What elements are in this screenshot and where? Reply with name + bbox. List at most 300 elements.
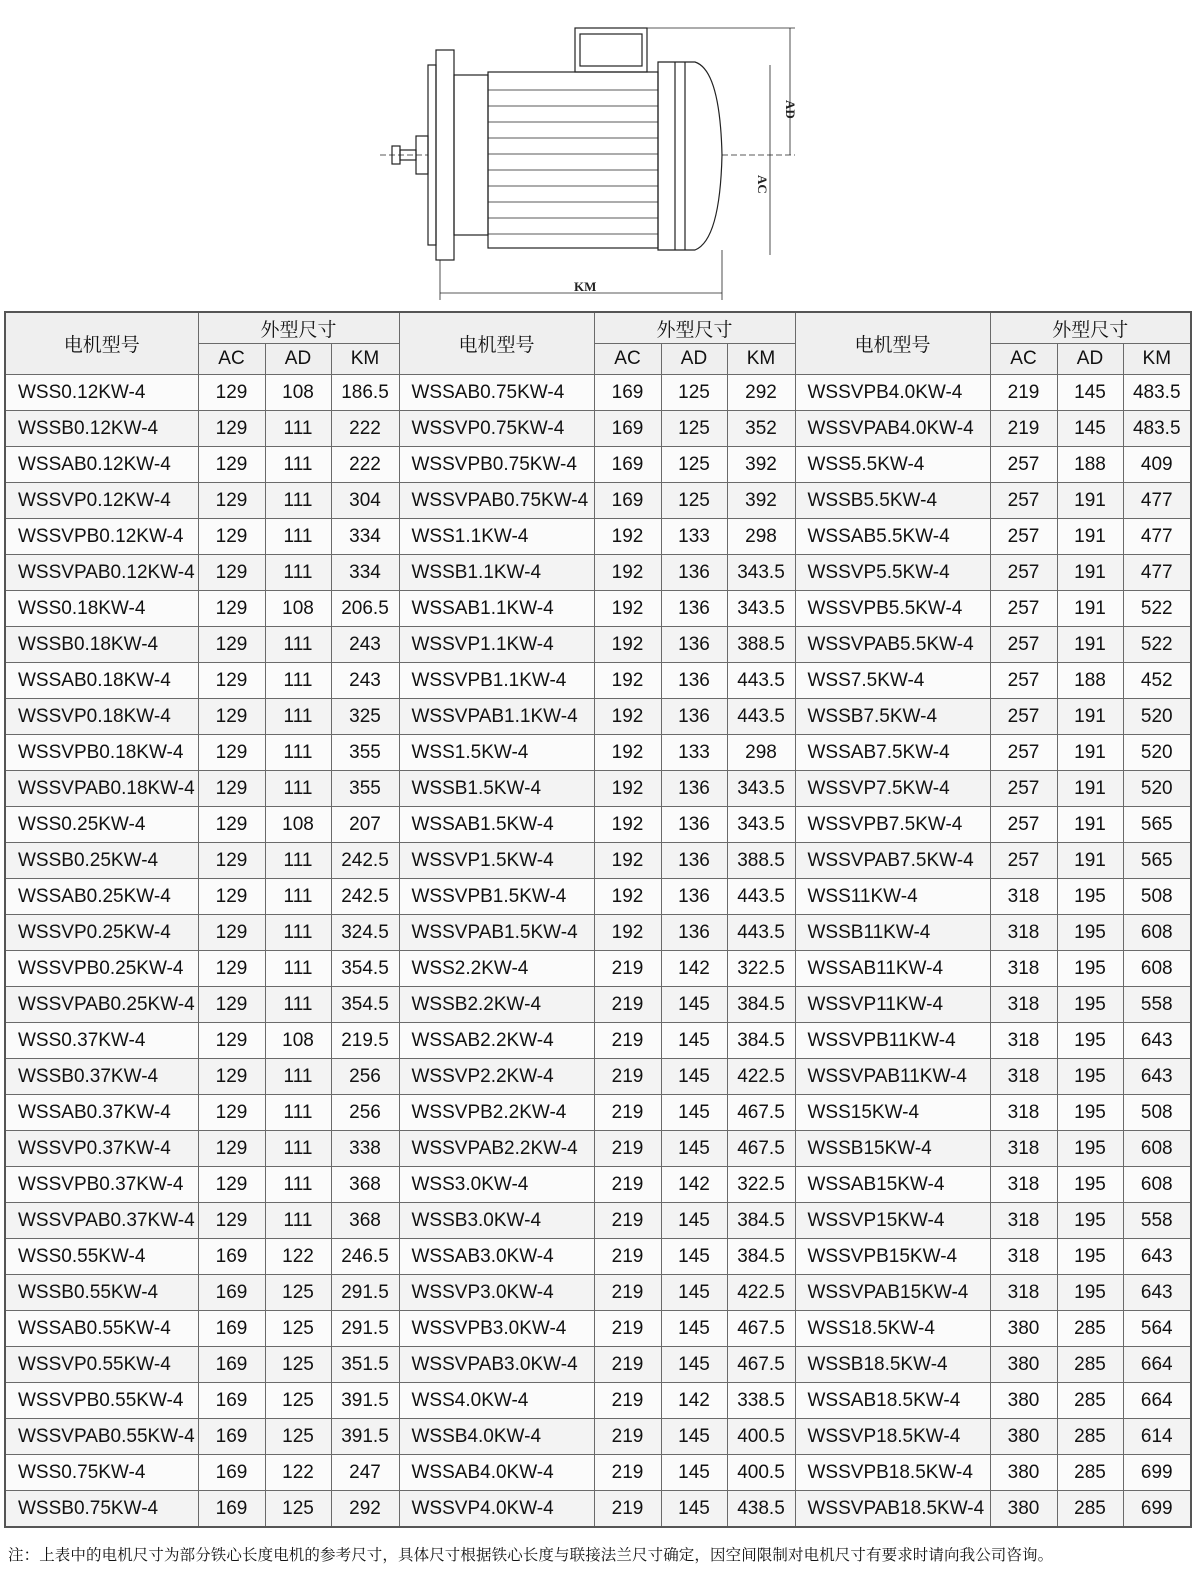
cell-km: 664 xyxy=(1123,1347,1191,1383)
cell-model: WSSB7.5KW-4 xyxy=(795,699,990,735)
table-row xyxy=(5,951,1191,987)
table-row xyxy=(5,1131,1191,1167)
cell-ad: 111 xyxy=(265,555,331,591)
cell-ad: 125 xyxy=(265,1383,331,1419)
cell-km: 388.5 xyxy=(727,627,795,663)
cell-km: 467.5 xyxy=(727,1347,795,1383)
cell-ad: 285 xyxy=(1057,1383,1123,1419)
header-ad: AD xyxy=(265,344,331,375)
cell-ad: 195 xyxy=(1057,951,1123,987)
cell-ac: 169 xyxy=(198,1311,265,1347)
cell-model: WSSVPAB0.55KW-4 xyxy=(5,1419,198,1455)
cell-km: 368 xyxy=(331,1203,399,1239)
cell-ad: 142 xyxy=(661,951,727,987)
cell-km: 565 xyxy=(1123,843,1191,879)
cell-ac: 318 xyxy=(990,1239,1057,1275)
cell-model: WSSB0.12KW-4 xyxy=(5,411,198,447)
cell-ad: 111 xyxy=(265,1203,331,1239)
cell-model: WSSAB0.55KW-4 xyxy=(5,1311,198,1347)
cell-km: 325 xyxy=(331,699,399,735)
cell-km: 292 xyxy=(727,375,795,411)
table-row xyxy=(5,1167,1191,1203)
cell-ad: 125 xyxy=(661,447,727,483)
cell-ad: 191 xyxy=(1057,627,1123,663)
cell-ad: 136 xyxy=(661,807,727,843)
cell-ad: 125 xyxy=(265,1311,331,1347)
cell-ac: 219 xyxy=(594,1023,661,1059)
table-row xyxy=(5,663,1191,699)
table-row xyxy=(5,1275,1191,1311)
header-dims: 外型尺寸 xyxy=(594,312,795,344)
cell-km: 608 xyxy=(1123,915,1191,951)
cell-ac: 129 xyxy=(198,627,265,663)
cell-model: WSSB0.55KW-4 xyxy=(5,1275,198,1311)
cell-ad: 125 xyxy=(661,375,727,411)
cell-model: WSSB3.0KW-4 xyxy=(399,1203,594,1239)
cell-km: 391.5 xyxy=(331,1419,399,1455)
table-row xyxy=(5,1059,1191,1095)
header-ac: AC xyxy=(594,344,661,375)
cell-model: WSSVP0.18KW-4 xyxy=(5,699,198,735)
table-row xyxy=(5,555,1191,591)
cell-ac: 192 xyxy=(594,627,661,663)
cell-model: WSSAB11KW-4 xyxy=(795,951,990,987)
cell-km: 400.5 xyxy=(727,1455,795,1491)
cell-ad: 111 xyxy=(265,411,331,447)
cell-ad: 191 xyxy=(1057,591,1123,627)
cell-ad: 285 xyxy=(1057,1347,1123,1383)
cell-ac: 169 xyxy=(594,375,661,411)
cell-model: WSSVPAB11KW-4 xyxy=(795,1059,990,1095)
cell-ad: 191 xyxy=(1057,843,1123,879)
cell-km: 392 xyxy=(727,447,795,483)
cell-ad: 111 xyxy=(265,987,331,1023)
table-row xyxy=(5,807,1191,843)
cell-ac: 257 xyxy=(990,735,1057,771)
cell-ac: 169 xyxy=(198,1419,265,1455)
cell-model: WSSVPB0.37KW-4 xyxy=(5,1167,198,1203)
cell-ac: 192 xyxy=(594,699,661,735)
cell-model: WSSVP0.37KW-4 xyxy=(5,1131,198,1167)
cell-km: 477 xyxy=(1123,555,1191,591)
cell-km: 243 xyxy=(331,663,399,699)
drawing-label-ac: AC xyxy=(755,175,770,194)
cell-ac: 219 xyxy=(990,411,1057,447)
table-row xyxy=(5,1023,1191,1059)
cell-km: 558 xyxy=(1123,1203,1191,1239)
cell-model: WSSVPB0.25KW-4 xyxy=(5,951,198,987)
cell-model: WSSVPAB2.2KW-4 xyxy=(399,1131,594,1167)
cell-ad: 122 xyxy=(265,1455,331,1491)
cell-model: WSSVP0.75KW-4 xyxy=(399,411,594,447)
cell-ad: 145 xyxy=(661,1203,727,1239)
cell-km: 338.5 xyxy=(727,1383,795,1419)
cell-ac: 192 xyxy=(594,591,661,627)
cell-model: WSSVPB2.2KW-4 xyxy=(399,1095,594,1131)
cell-ac: 219 xyxy=(594,1311,661,1347)
cell-ad: 145 xyxy=(661,1239,727,1275)
cell-model: WSSAB7.5KW-4 xyxy=(795,735,990,771)
table-row xyxy=(5,1311,1191,1347)
cell-ad: 145 xyxy=(661,1491,727,1528)
cell-model: WSSAB1.5KW-4 xyxy=(399,807,594,843)
cell-km: 291.5 xyxy=(331,1275,399,1311)
cell-km: 256 xyxy=(331,1059,399,1095)
cell-ad: 145 xyxy=(661,1095,727,1131)
cell-ad: 191 xyxy=(1057,771,1123,807)
header-ac: AC xyxy=(198,344,265,375)
cell-km: 443.5 xyxy=(727,699,795,735)
cell-km: 219.5 xyxy=(331,1023,399,1059)
cell-ac: 169 xyxy=(594,483,661,519)
cell-ad: 142 xyxy=(661,1167,727,1203)
cell-km: 338 xyxy=(331,1131,399,1167)
cell-km: 508 xyxy=(1123,879,1191,915)
cell-ac: 169 xyxy=(198,1239,265,1275)
cell-ac: 169 xyxy=(198,1347,265,1383)
motor-dimension-drawing xyxy=(370,10,830,300)
cell-model: WSSVPB18.5KW-4 xyxy=(795,1455,990,1491)
cell-km: 422.5 xyxy=(727,1059,795,1095)
cell-ad: 145 xyxy=(661,1023,727,1059)
cell-ac: 318 xyxy=(990,915,1057,951)
cell-ad: 191 xyxy=(1057,735,1123,771)
cell-model: WSSAB0.25KW-4 xyxy=(5,879,198,915)
cell-ad: 111 xyxy=(265,1095,331,1131)
header-km: KM xyxy=(331,344,399,375)
cell-ad: 195 xyxy=(1057,1131,1123,1167)
cell-km: 354.5 xyxy=(331,987,399,1023)
cell-km: 324.5 xyxy=(331,915,399,951)
cell-ac: 129 xyxy=(198,1023,265,1059)
cell-ac: 380 xyxy=(990,1347,1057,1383)
cell-model: WSSVPAB0.37KW-4 xyxy=(5,1203,198,1239)
cell-ac: 129 xyxy=(198,879,265,915)
cell-model: WSSVPB11KW-4 xyxy=(795,1023,990,1059)
cell-model: WSSB1.5KW-4 xyxy=(399,771,594,807)
table-row xyxy=(5,915,1191,951)
cell-ad: 191 xyxy=(1057,807,1123,843)
cell-model: WSSVPAB1.5KW-4 xyxy=(399,915,594,951)
cell-ac: 257 xyxy=(990,699,1057,735)
cell-km: 564 xyxy=(1123,1311,1191,1347)
cell-km: 699 xyxy=(1123,1455,1191,1491)
table-row xyxy=(5,1095,1191,1131)
cell-ad: 136 xyxy=(661,663,727,699)
cell-ac: 318 xyxy=(990,1023,1057,1059)
cell-km: 222 xyxy=(331,447,399,483)
cell-ac: 129 xyxy=(198,987,265,1023)
footnote: 注：上表中的电机尺寸为部分铁心长度电机的参考尺寸，具体尺寸根据铁心长度与联接法兰尺寸确定，因空间限制对电机尺寸有要求时请向我公司咨询。 xyxy=(8,1547,1054,1564)
cell-km: 522 xyxy=(1123,591,1191,627)
cell-ad: 188 xyxy=(1057,663,1123,699)
cell-km: 520 xyxy=(1123,771,1191,807)
cell-ad: 136 xyxy=(661,771,727,807)
cell-model: WSS1.1KW-4 xyxy=(399,519,594,555)
cell-model: WSSVP7.5KW-4 xyxy=(795,771,990,807)
cell-ac: 129 xyxy=(198,699,265,735)
cell-ac: 380 xyxy=(990,1455,1057,1491)
cell-model: WSSVP11KW-4 xyxy=(795,987,990,1023)
cell-km: 292 xyxy=(331,1491,399,1528)
cell-ac: 380 xyxy=(990,1383,1057,1419)
cell-ac: 129 xyxy=(198,915,265,951)
cell-km: 409 xyxy=(1123,447,1191,483)
cell-km: 438.5 xyxy=(727,1491,795,1528)
cell-km: 354.5 xyxy=(331,951,399,987)
cell-km: 351.5 xyxy=(331,1347,399,1383)
cell-km: 558 xyxy=(1123,987,1191,1023)
cell-model: WSSAB2.2KW-4 xyxy=(399,1023,594,1059)
cell-ac: 318 xyxy=(990,1095,1057,1131)
table-row xyxy=(5,735,1191,771)
cell-ad: 111 xyxy=(265,447,331,483)
cell-km: 207 xyxy=(331,807,399,843)
cell-ad: 111 xyxy=(265,699,331,735)
cell-ac: 257 xyxy=(990,519,1057,555)
cell-model: WSSVPB15KW-4 xyxy=(795,1239,990,1275)
table-row xyxy=(5,519,1191,555)
cell-km: 452 xyxy=(1123,663,1191,699)
cell-km: 298 xyxy=(727,519,795,555)
cell-model: WSSAB3.0KW-4 xyxy=(399,1239,594,1275)
cell-ad: 108 xyxy=(265,807,331,843)
cell-model: WSSVPB0.18KW-4 xyxy=(5,735,198,771)
cell-ac: 257 xyxy=(990,555,1057,591)
cell-ac: 129 xyxy=(198,375,265,411)
cell-model: WSSB2.2KW-4 xyxy=(399,987,594,1023)
header-model: 电机型号 xyxy=(795,312,990,375)
cell-km: 664 xyxy=(1123,1383,1191,1419)
cell-ad: 136 xyxy=(661,627,727,663)
cell-ad: 285 xyxy=(1057,1491,1123,1528)
cell-km: 334 xyxy=(331,555,399,591)
table-row xyxy=(5,1455,1191,1491)
cell-km: 384.5 xyxy=(727,1023,795,1059)
cell-ac: 129 xyxy=(198,663,265,699)
cell-ac: 192 xyxy=(594,663,661,699)
cell-model: WSSAB0.37KW-4 xyxy=(5,1095,198,1131)
cell-km: 343.5 xyxy=(727,807,795,843)
cell-ac: 129 xyxy=(198,555,265,591)
table-body xyxy=(5,375,1191,1528)
table-row xyxy=(5,1239,1191,1275)
cell-model: WSSVP18.5KW-4 xyxy=(795,1419,990,1455)
cell-ac: 257 xyxy=(990,663,1057,699)
cell-model: WSSAB5.5KW-4 xyxy=(795,519,990,555)
cell-model: WSSVPB0.55KW-4 xyxy=(5,1383,198,1419)
cell-ac: 219 xyxy=(594,1167,661,1203)
cell-ad: 195 xyxy=(1057,987,1123,1023)
cell-model: WSSVP3.0KW-4 xyxy=(399,1275,594,1311)
cell-model: WSSVP0.12KW-4 xyxy=(5,483,198,519)
table-row xyxy=(5,1419,1191,1455)
table-row xyxy=(5,699,1191,735)
table-row xyxy=(5,879,1191,915)
table-row xyxy=(5,627,1191,663)
cell-model: WSSVP2.2KW-4 xyxy=(399,1059,594,1095)
cell-model: WSS11KW-4 xyxy=(795,879,990,915)
cell-model: WSSVPB3.0KW-4 xyxy=(399,1311,594,1347)
cell-ad: 191 xyxy=(1057,555,1123,591)
cell-ad: 111 xyxy=(265,1167,331,1203)
cell-model: WSS3.0KW-4 xyxy=(399,1167,594,1203)
cell-km: 243 xyxy=(331,627,399,663)
cell-ad: 125 xyxy=(265,1275,331,1311)
cell-model: WSSVPAB0.18KW-4 xyxy=(5,771,198,807)
cell-ac: 129 xyxy=(198,519,265,555)
cell-ac: 129 xyxy=(198,591,265,627)
cell-ad: 285 xyxy=(1057,1419,1123,1455)
cell-ac: 318 xyxy=(990,1167,1057,1203)
cell-ad: 145 xyxy=(661,1059,727,1095)
cell-ac: 219 xyxy=(594,1239,661,1275)
cell-km: 400.5 xyxy=(727,1419,795,1455)
cell-km: 520 xyxy=(1123,699,1191,735)
cell-ac: 219 xyxy=(594,1419,661,1455)
cell-ad: 111 xyxy=(265,627,331,663)
cell-km: 343.5 xyxy=(727,591,795,627)
cell-ac: 219 xyxy=(594,987,661,1023)
cell-ac: 219 xyxy=(594,1455,661,1491)
cell-km: 322.5 xyxy=(727,951,795,987)
table-row xyxy=(5,591,1191,627)
cell-km: 467.5 xyxy=(727,1095,795,1131)
cell-model: WSSVP15KW-4 xyxy=(795,1203,990,1239)
cell-model: WSSVP1.1KW-4 xyxy=(399,627,594,663)
cell-ac: 169 xyxy=(198,1275,265,1311)
cell-model: WSSVPAB7.5KW-4 xyxy=(795,843,990,879)
header-ad: AD xyxy=(661,344,727,375)
cell-model: WSSVP1.5KW-4 xyxy=(399,843,594,879)
cell-ac: 318 xyxy=(990,987,1057,1023)
cell-ad: 111 xyxy=(265,915,331,951)
cell-ad: 111 xyxy=(265,771,331,807)
cell-ac: 192 xyxy=(594,555,661,591)
motor-dimension-table xyxy=(4,311,1192,1528)
cell-ad: 142 xyxy=(661,1383,727,1419)
cell-km: 608 xyxy=(1123,1167,1191,1203)
cell-ac: 219 xyxy=(990,375,1057,411)
drawing-label-ad: AD xyxy=(783,100,798,119)
cell-ad: 195 xyxy=(1057,1023,1123,1059)
cell-km: 520 xyxy=(1123,735,1191,771)
cell-ac: 129 xyxy=(198,447,265,483)
header-km: KM xyxy=(1123,344,1191,375)
cell-model: WSSVPAB0.75KW-4 xyxy=(399,483,594,519)
cell-ad: 145 xyxy=(661,1347,727,1383)
cell-km: 614 xyxy=(1123,1419,1191,1455)
cell-ad: 111 xyxy=(265,1131,331,1167)
cell-ad: 145 xyxy=(661,1275,727,1311)
cell-model: WSSB0.25KW-4 xyxy=(5,843,198,879)
cell-ac: 129 xyxy=(198,735,265,771)
cell-model: WSSB11KW-4 xyxy=(795,915,990,951)
cell-ad: 195 xyxy=(1057,1059,1123,1095)
cell-model: WSS1.5KW-4 xyxy=(399,735,594,771)
cell-km: 298 xyxy=(727,735,795,771)
cell-ac: 129 xyxy=(198,807,265,843)
cell-ac: 257 xyxy=(990,627,1057,663)
cell-km: 186.5 xyxy=(331,375,399,411)
cell-model: WSS0.25KW-4 xyxy=(5,807,198,843)
cell-model: WSS18.5KW-4 xyxy=(795,1311,990,1347)
cell-model: WSSAB0.18KW-4 xyxy=(5,663,198,699)
cell-ac: 318 xyxy=(990,1131,1057,1167)
cell-ac: 192 xyxy=(594,879,661,915)
cell-km: 467.5 xyxy=(727,1311,795,1347)
cell-ac: 257 xyxy=(990,843,1057,879)
cell-model: WSSVPB7.5KW-4 xyxy=(795,807,990,843)
cell-km: 388.5 xyxy=(727,843,795,879)
cell-ac: 169 xyxy=(198,1491,265,1528)
cell-km: 508 xyxy=(1123,1095,1191,1131)
cell-model: WSS0.55KW-4 xyxy=(5,1239,198,1275)
cell-ad: 111 xyxy=(265,843,331,879)
cell-ac: 129 xyxy=(198,1095,265,1131)
cell-ad: 136 xyxy=(661,699,727,735)
cell-km: 256 xyxy=(331,1095,399,1131)
cell-km: 608 xyxy=(1123,1131,1191,1167)
cell-model: WSSVPB4.0KW-4 xyxy=(795,375,990,411)
cell-km: 643 xyxy=(1123,1275,1191,1311)
cell-model: WSS0.18KW-4 xyxy=(5,591,198,627)
header-dims: 外型尺寸 xyxy=(990,312,1191,344)
cell-ac: 380 xyxy=(990,1419,1057,1455)
cell-km: 467.5 xyxy=(727,1131,795,1167)
cell-km: 443.5 xyxy=(727,663,795,699)
cell-model: WSSVPAB3.0KW-4 xyxy=(399,1347,594,1383)
cell-model: WSSB18.5KW-4 xyxy=(795,1347,990,1383)
cell-ad: 133 xyxy=(661,735,727,771)
cell-ad: 108 xyxy=(265,591,331,627)
cell-km: 443.5 xyxy=(727,915,795,951)
cell-ac: 169 xyxy=(198,1455,265,1491)
cell-ad: 195 xyxy=(1057,1275,1123,1311)
header-model: 电机型号 xyxy=(5,312,198,375)
cell-ad: 125 xyxy=(265,1419,331,1455)
header-ad: AD xyxy=(1057,344,1123,375)
header-model: 电机型号 xyxy=(399,312,594,375)
cell-ad: 108 xyxy=(265,375,331,411)
cell-ac: 129 xyxy=(198,1131,265,1167)
cell-model: WSSAB0.75KW-4 xyxy=(399,375,594,411)
table-row xyxy=(5,1491,1191,1528)
table-row xyxy=(5,1203,1191,1239)
cell-ad: 191 xyxy=(1057,519,1123,555)
cell-model: WSSVPAB1.1KW-4 xyxy=(399,699,594,735)
table-row xyxy=(5,1347,1191,1383)
cell-ad: 145 xyxy=(1057,375,1123,411)
cell-ac: 129 xyxy=(198,771,265,807)
cell-ad: 191 xyxy=(1057,483,1123,519)
cell-km: 352 xyxy=(727,411,795,447)
table-row xyxy=(5,987,1191,1023)
cell-model: WSS5.5KW-4 xyxy=(795,447,990,483)
header-ac: AC xyxy=(990,344,1057,375)
cell-km: 384.5 xyxy=(727,1239,795,1275)
cell-ac: 380 xyxy=(990,1311,1057,1347)
cell-ac: 129 xyxy=(198,483,265,519)
cell-km: 355 xyxy=(331,771,399,807)
cell-km: 699 xyxy=(1123,1491,1191,1528)
cell-model: WSSVPAB15KW-4 xyxy=(795,1275,990,1311)
cell-ad: 195 xyxy=(1057,1203,1123,1239)
cell-ac: 219 xyxy=(594,1347,661,1383)
cell-km: 477 xyxy=(1123,483,1191,519)
cell-km: 477 xyxy=(1123,519,1191,555)
cell-ac: 257 xyxy=(990,447,1057,483)
